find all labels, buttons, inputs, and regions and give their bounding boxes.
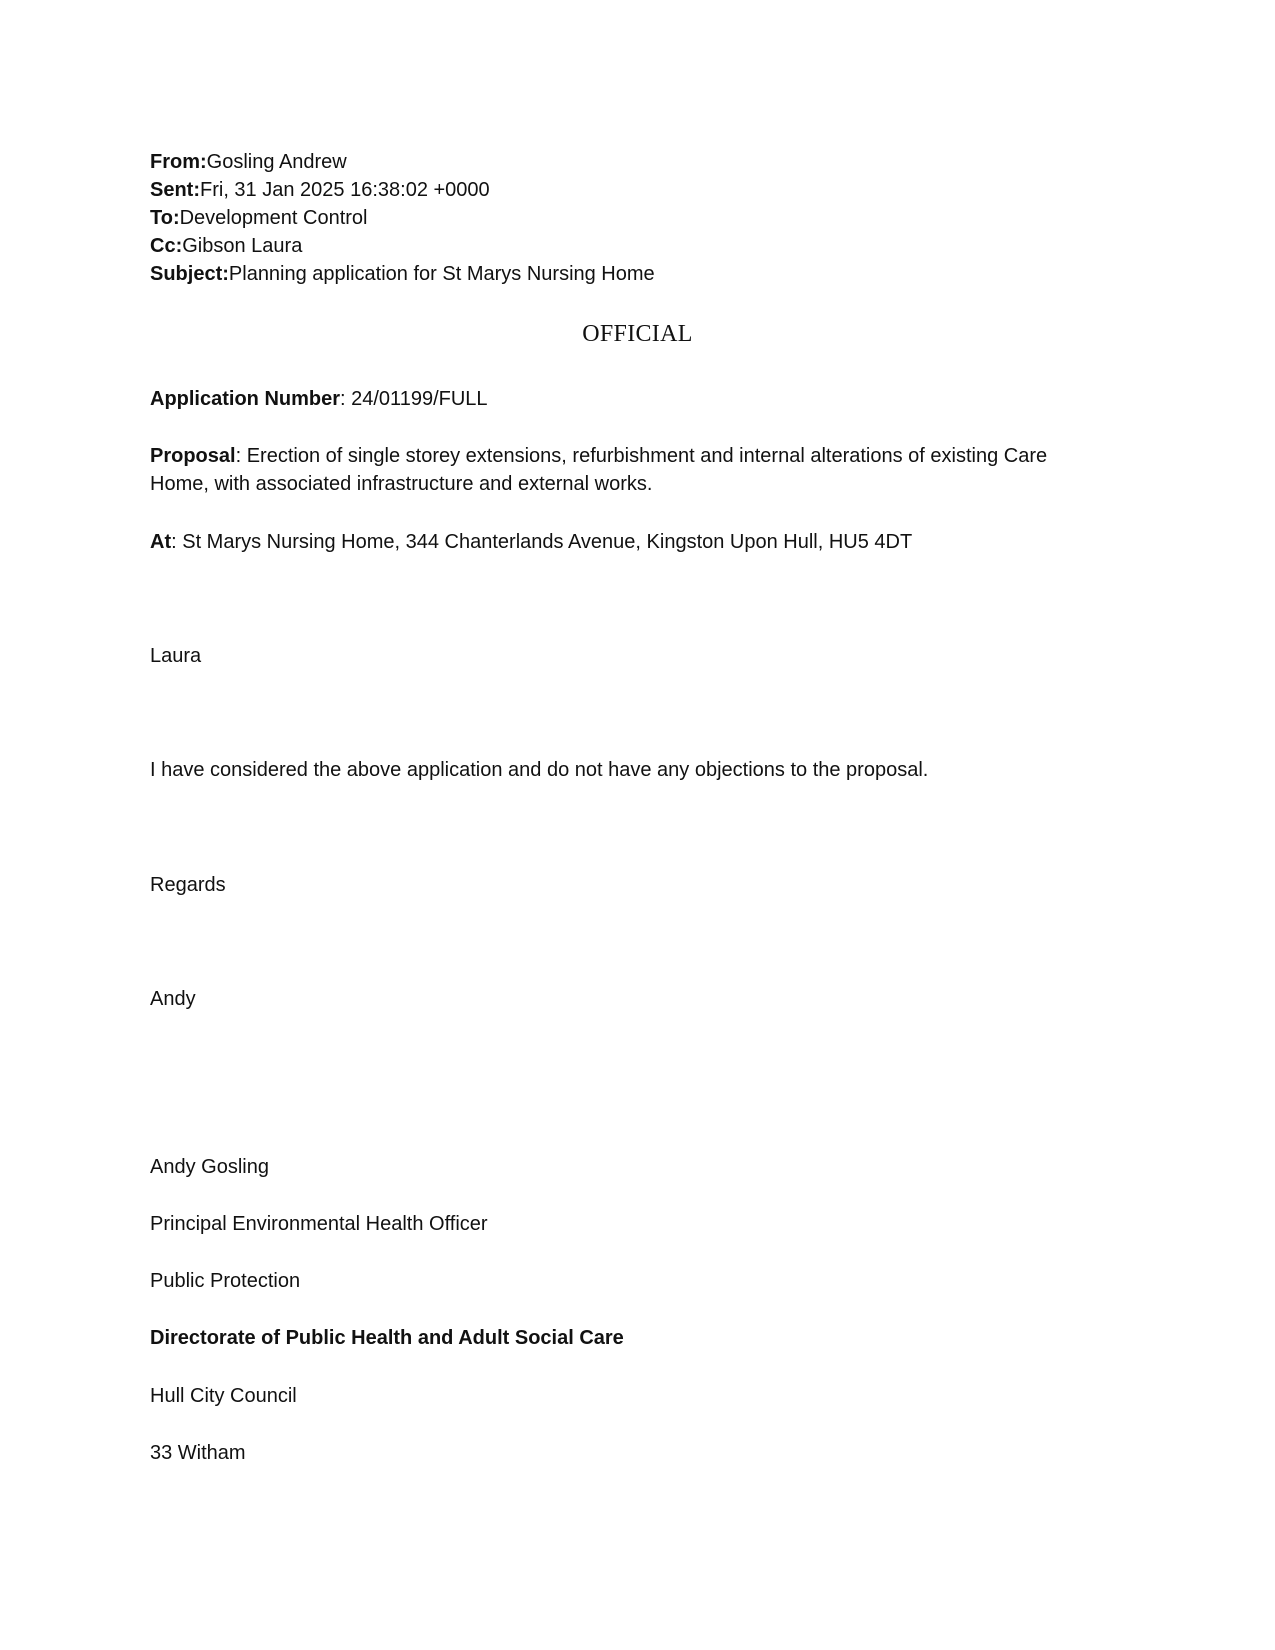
signature-address: 33 Witham — [150, 1442, 246, 1464]
sent-label: Sent: — [150, 179, 200, 201]
proposal-label: Proposal — [150, 445, 236, 467]
from-label: From: — [150, 151, 207, 173]
signature-job-title: Principal Environmental Health Officer — [150, 1213, 488, 1235]
sign-off-name: Andy — [150, 988, 196, 1010]
proposal-text-line2: Home, with associated infrastructure and external works. — [150, 473, 653, 495]
signature-full-name: Andy Gosling — [150, 1156, 269, 1178]
proposal-line — [150, 443, 1047, 469]
subject-value: Planning application for St Marys Nursing Home — [228, 263, 655, 285]
site-address-line — [150, 529, 912, 555]
greeting: Laura — [150, 645, 202, 667]
signature-department: Public Protection — [150, 1270, 301, 1292]
site-address-value: : St Marys Nursing Home, 344 Chanterlands Avenue, Kingston Upon Hull, HU5 4DT — [171, 531, 913, 553]
application-number-value: : 24/01199/FULL — [340, 388, 488, 410]
cc-line — [150, 233, 302, 259]
cc-label: Cc: — [150, 235, 183, 257]
message-text: I have considered the above application and do not have any objections to the proposal. — [150, 759, 929, 781]
signature-directorate: Directorate of Public Health and Adult Social Care — [150, 1327, 624, 1349]
sent-line — [150, 177, 490, 203]
from-value: Gosling Andrew — [206, 151, 347, 173]
site-address-label: At — [150, 531, 172, 553]
subject-label: Subject: — [150, 263, 229, 285]
cc-value: Gibson Laura — [182, 235, 303, 257]
signature-organisation: Hull City Council — [150, 1385, 297, 1407]
sent-value: Fri, 31 Jan 2025 16:38:02 +0000 — [200, 179, 490, 201]
application-number-label: Application Number — [150, 388, 341, 410]
to-label: To: — [150, 207, 180, 229]
subject-line — [150, 261, 655, 287]
proposal-text-line1: : Erection of single storey extensions, refurbishment and internal alterations of existing Care — [235, 445, 1048, 467]
classification-marking: OFFICIAL — [582, 321, 693, 347]
to-value: Development Control — [179, 207, 368, 229]
to-line — [150, 205, 367, 231]
from-line — [150, 149, 347, 175]
closing: Regards — [150, 874, 226, 896]
application-number-line — [150, 386, 488, 412]
